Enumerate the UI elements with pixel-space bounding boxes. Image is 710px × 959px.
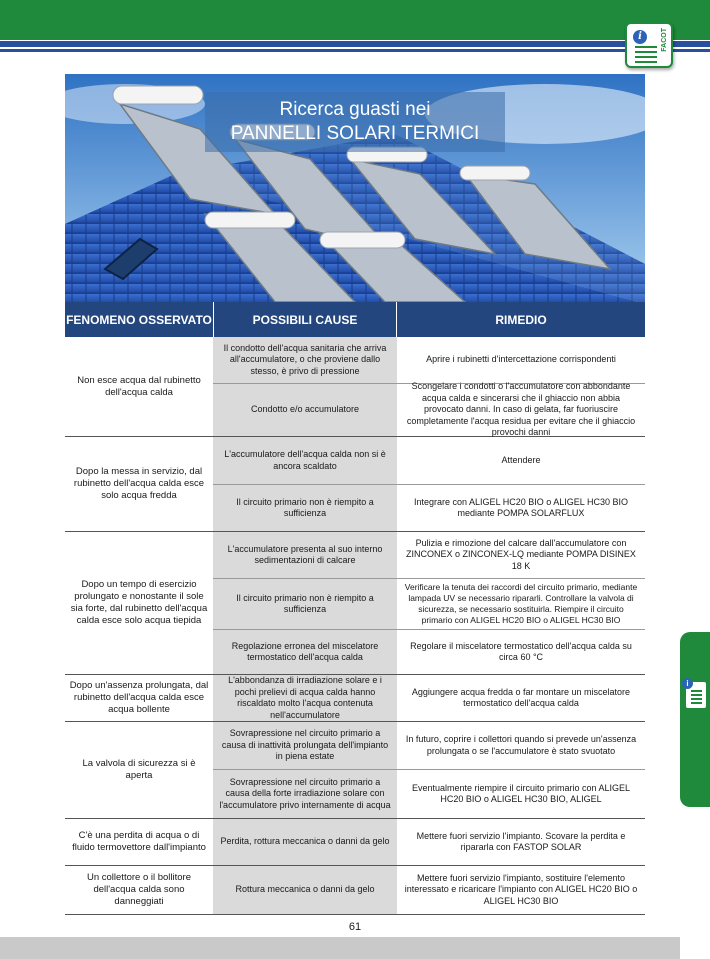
remedy-cell: Aprire i rubinetti d'intercettazione corrispondenti: [426, 354, 616, 365]
remedy-cell: Attendere: [501, 454, 541, 465]
remedy-cell: Aggiungere acqua fredda o far montare un miscelatore termostatico dell'acqua calda: [411, 686, 631, 708]
table-row: [213, 722, 645, 770]
cause-cell: Rottura meccanica o danni da gelo: [213, 866, 397, 914]
phenomenon-cell: La valvola di sicurezza si è aperta: [82, 758, 196, 781]
header-causes: POSSIBILI CAUSE: [213, 302, 397, 337]
remedy-cell: Scongelare i condotti o l'accumulatore con abbondante acqua calda e sincerarsi che il ghiaccio non abbia provocato danni. In caso di gelata, far fuoriuscire completamente l'acqua residua per evitare che il ghiaccio provochi danni: [406, 381, 636, 438]
table-row: [213, 381, 645, 438]
info-icon: i: [633, 30, 647, 44]
phenomenon-cell: Non esce acqua dal rubinetto dell'acqua calda: [77, 374, 201, 398]
table-group: [65, 337, 645, 437]
remedy-cell: Eventualmente riempire il circuito primario con ALIGEL HC20 BIO o ALIGEL HC30 BIO, ALIGEL: [411, 782, 631, 804]
table-row: [213, 485, 645, 531]
table-group: [65, 437, 645, 532]
phenomenon-cell: C'è una perdita di acqua o di fluido termovettore dall'impianto: [72, 830, 206, 853]
table-row: [213, 532, 645, 579]
cause-cell: Condotto e/o accumulatore: [213, 384, 397, 436]
cause-cell: L'accumulatore dell'acqua calda non si è ancora scaldato: [213, 437, 397, 484]
table-header: [65, 302, 645, 337]
table-row: [213, 630, 645, 674]
hero-title: [205, 92, 505, 152]
side-section-tab[interactable]: [680, 632, 710, 807]
document-info-icon: i: [686, 682, 706, 708]
remedy-cell: Mettere fuori servizio l'impianto. Scovare la perdita e ripararla con FASTOP SOLAR: [416, 830, 626, 852]
phenomenon-cell: Un collettore o il bollitore dell'acqua calda sono danneggiati: [86, 872, 192, 907]
remedy-cell: Verificare la tenuta dei raccordi del circuito primario, mediante lampada UV se necessario ripararli. Controllare la valvola di sicurezza, se necessario sostituirla. Riempire il circuito primario con ALIGEL HC20 BIO o ALIGEL HC30 BIO: [404, 582, 638, 625]
facot-info-badge: [625, 22, 673, 68]
remedy-cell: Regolare il miscelatore termostatico dell'acqua calda su circa 60 °C: [410, 640, 632, 662]
table-row: [213, 337, 645, 384]
document-lines-icon: [635, 46, 657, 66]
phenomenon-cell: Dopo un tempo di esercizio prolungato e nonostante il sole sia forte, dal rubinetto dell'acqua calda esce solo acqua tiepida: [70, 579, 208, 626]
cause-cell: L'accumulatore presenta al suo interno sedimentazioni di calcare: [213, 532, 397, 578]
troubleshooting-table: [65, 337, 645, 915]
cause-cell: Il circuito primario non è riempito a sufficienza: [213, 579, 397, 629]
page-number: 61: [348, 921, 362, 933]
cause-cell: Il condotto dell'acqua sanitaria che arriva all'accumulatore, o che proviene dallo stesso, è privo di pressione: [213, 337, 397, 383]
header-blue-stripe-thin: [0, 49, 710, 52]
footer-gray-bar: [0, 937, 680, 959]
remedy-cell: In futuro, coprire i collettori quando si prevede un'assenza prolungata o se l'accumulatore è stato svuotato: [405, 734, 637, 756]
cause-cell: Sovrapressione nel circuito primario a causa della forte irradiazione solare con l'accumulatore privo internamente di acqua: [213, 770, 397, 818]
hero-title-line2: PANNELLI SOLARI TERMICI: [230, 123, 480, 144]
cause-cell: Sovrapressione nel circuito primario a causa di inattività prolungata dell'impianto in piena estate: [213, 722, 397, 769]
table-row: [213, 437, 645, 485]
table-group: [65, 532, 645, 675]
table-row: [213, 770, 645, 818]
table-row: [213, 819, 645, 865]
cause-cell: Regolazione erronea del miscelatore termostatico dell'acqua calda: [213, 630, 397, 674]
hero-image-solar-panels: [65, 74, 645, 302]
phenomenon-cell: Dopo la messa in servizio, dal rubinetto dell'acqua calda esce solo acqua fredda: [73, 466, 205, 501]
header-green-band: [0, 0, 710, 40]
remedy-cell: Pulizia e rimozione del calcare dall'accumulatore con ZINCONEX o ZINCONEX-LQ mediante POMPA DISINEX 18 K: [406, 537, 636, 571]
remedy-cell: Integrare con ALIGEL HC20 BIO o ALIGEL HC30 BIO mediante POMPA SOLARFLUX: [414, 496, 628, 518]
remedy-cell: Mettere fuori servizio l'impianto, sostituire l'elemento interessato e ricaricare l'impianto con ALIGEL HC20 BIO o ALIGEL HC30 BIO: [404, 872, 638, 906]
cause-cell: L'abbondanza di irradiazione solare e i pochi prelievi di acqua calda hanno riscaldato molto l'acqua contenuta nell'accumulatore: [213, 675, 397, 721]
table-row: [213, 675, 645, 721]
phenomenon-cell: Dopo un'assenza prolungata, dal rubinetto dell'acqua calda esce acqua bollente: [69, 680, 209, 715]
header-blue-stripe: [0, 41, 710, 47]
table-group: [65, 866, 645, 915]
table-group: [65, 675, 645, 722]
header-phenomenon: FENOMENO OSSERVATO: [66, 312, 212, 327]
badge-label: FACOT: [661, 28, 668, 52]
table-row: [213, 866, 645, 914]
table-group: [65, 722, 645, 819]
hero-title-line1: Ricerca guasti nei: [279, 99, 431, 120]
table-row: [213, 579, 645, 630]
cause-cell: Il circuito primario non è riempito a sufficienza: [213, 485, 397, 531]
header-remedy: RIMEDIO: [495, 312, 547, 327]
cause-cell: Perdita, rottura meccanica o danni da gelo: [213, 819, 397, 865]
table-group: [65, 819, 645, 866]
